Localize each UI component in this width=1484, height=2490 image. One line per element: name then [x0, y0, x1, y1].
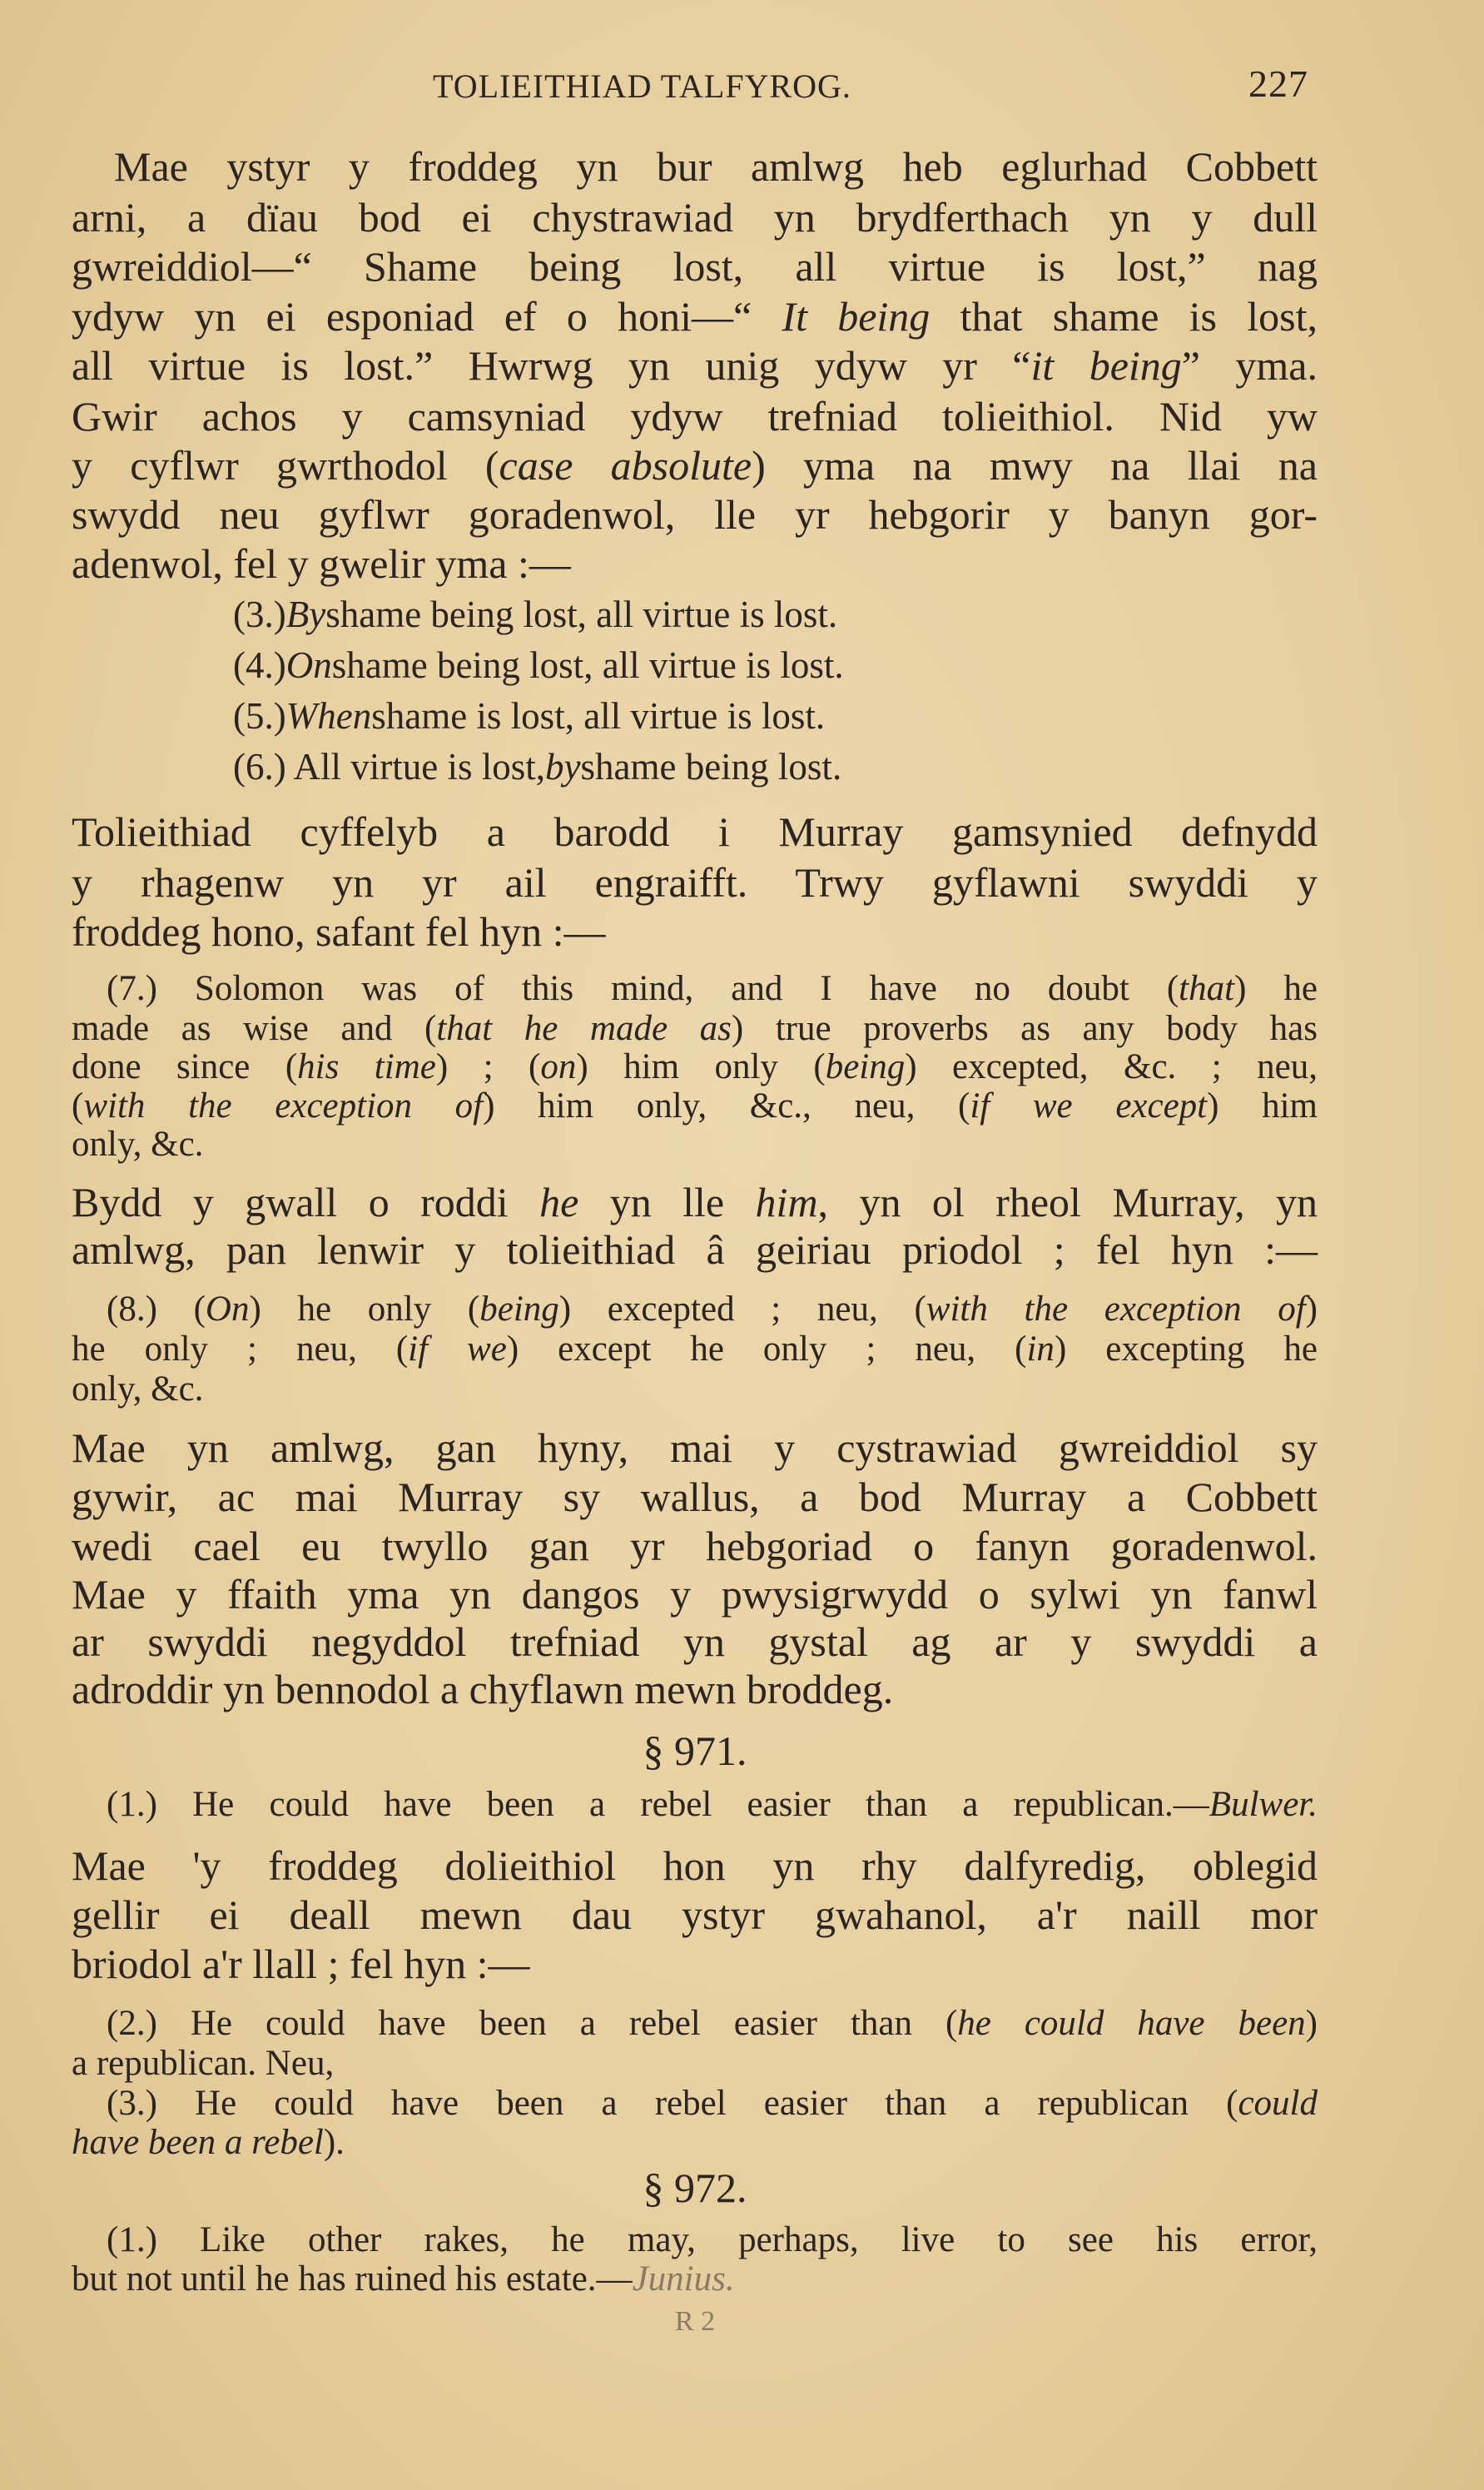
text-line	[72, 192, 1318, 242]
italic-text: by	[545, 746, 581, 788]
text-segment: ) ; (	[435, 1047, 541, 1086]
text-line	[107, 2082, 1318, 2125]
text-line	[72, 907, 606, 957]
text-segment: shame being lost, all virtue is lost.	[331, 644, 844, 686]
text-segment: ) he	[1234, 969, 1318, 1008]
section-heading	[0, 2163, 1390, 2213]
signature-mark	[0, 2304, 1390, 2338]
text-line	[72, 2258, 735, 2301]
text-segment: gellir ei deall mewn dau ystyr gwahanol, a'r naill mor	[72, 1891, 1318, 1938]
text-segment: (1.) He could have been a rebel easier than a republican.—	[107, 1785, 1209, 1824]
text-segment: Mae yn amlwg, gan hyny, mai y cystrawiad gwreiddiol sy	[72, 1424, 1318, 1471]
text-segment: briodol a'r llall ; fel hyn :—	[72, 1941, 530, 1987]
text-segment: ) him only, &c., neu, (	[483, 1086, 970, 1126]
text-segment: ) excepted ; neu, (	[558, 1290, 926, 1329]
section-heading	[0, 1726, 1390, 1776]
text-line	[233, 693, 825, 738]
text-segment: adenwol, fel y gwelir yma :—	[72, 540, 571, 587]
text-segment: done since (	[72, 1047, 298, 1086]
italic-text: that	[1179, 969, 1235, 1008]
italic-text: that he made as	[436, 1009, 732, 1048]
text-segment: Mae y ffaith yma yn dangos y pwysigrwydd o sylwi yn fanwl	[72, 1571, 1318, 1618]
text-segment: (6.) All virtue is lost,	[233, 746, 545, 788]
text-line	[72, 241, 1318, 291]
text-segment: all virtue is lost.” Hwrwg yn unig ydyw yr “	[72, 342, 1031, 389]
text-segment: ) him	[1207, 1086, 1318, 1126]
text-line	[72, 1328, 1318, 1371]
text-line	[72, 1177, 1318, 1227]
text-segment: (4.)	[233, 644, 286, 686]
italic-text: with the exception of	[83, 1086, 484, 1126]
text-segment: gywir, ac mai Murray sy wallus, a bod Murray a Cobbett	[72, 1474, 1318, 1520]
text-segment: only, &c.	[72, 1369, 204, 1409]
italic-text: Junius.	[632, 2259, 735, 2299]
italic-text: in	[1026, 1329, 1055, 1369]
text-line	[107, 1783, 1318, 1826]
text-segment: made as wise and (	[72, 1009, 437, 1048]
text-line	[72, 1617, 1318, 1667]
text-segment: § 971.	[643, 1727, 747, 1774]
text-segment: shame is lost, all virtue is lost.	[371, 695, 826, 737]
text-line	[107, 967, 1318, 1011]
text-line	[72, 1890, 1318, 1940]
italic-text: if we	[408, 1329, 507, 1369]
running-title: TOLIEITHIAD TALFYROG.	[433, 67, 851, 105]
text-segment: that shame is lost,	[930, 293, 1318, 340]
text-line	[72, 539, 571, 589]
text-segment: § 972.	[643, 2164, 747, 2211]
italic-text: By	[285, 594, 326, 635]
text-segment: wedi cael eu twyllo gan yr hebgoriad o fanyn goradenwol.	[72, 1523, 1318, 1569]
text-segment: ydyw yn ei esponiad ef o honi—“	[72, 293, 782, 340]
text-line	[107, 2219, 1318, 2262]
text-segment: (8.) (	[107, 1290, 206, 1329]
text-line	[233, 744, 841, 789]
italic-text: On	[205, 1290, 250, 1329]
text-line	[72, 340, 1318, 390]
page-number: 227	[1248, 62, 1308, 105]
italic-text: It being	[782, 293, 931, 340]
text-segment: Gwir achos y camsyniad ydyw trefniad tolieithiol. Nid yw	[72, 393, 1318, 440]
text-line	[72, 1368, 203, 1411]
italic-text: have been a rebel	[72, 2123, 324, 2162]
italic-text: case absolute	[499, 442, 752, 489]
italic-text: When	[285, 695, 372, 737]
text-segment: only, &c.	[72, 1125, 204, 1164]
text-line	[72, 1939, 530, 1989]
text-segment: ) excepting he	[1054, 1329, 1318, 1369]
italic-text: it being	[1030, 342, 1182, 389]
text-segment: Mae ystyr y froddeg yn bur amlwg heb eglurhad Cobbett	[114, 143, 1318, 190]
italic-text: being	[479, 1290, 559, 1329]
text-segment: swydd neu gyflwr goradenwol, lle yr hebgorir y banyn gor-	[72, 491, 1318, 538]
text-segment: , yn ol rheol Murray, yn	[817, 1179, 1318, 1225]
text-line	[72, 857, 1318, 907]
text-segment: froddeg hono, safant fel hyn :—	[72, 908, 606, 955]
text-segment: amlwg, pan lenwir y tolieithiad â geiriau priodol ; fel hyn :—	[72, 1226, 1318, 1273]
text-line	[107, 1288, 1318, 1331]
text-segment: gwreiddiol—“ Shame being lost, all virtue is lost,” nag	[72, 243, 1318, 290]
text-line	[72, 807, 1318, 857]
text-line	[72, 2042, 334, 2085]
text-segment: (7.) Solomon was of this mind, and I have no doubt (	[107, 969, 1179, 1008]
text-line	[72, 1123, 203, 1166]
text-segment: ) yma na mwy na llai na	[752, 442, 1318, 489]
text-segment: Bydd y gwall o roddi	[72, 1179, 540, 1225]
text-segment: arni, a dïau bod ei chystrawiad yn brydferthach yn y dull	[72, 194, 1318, 241]
text-segment: (1.) Like other rakes, he may, perhaps, live to see his error,	[107, 2220, 1318, 2259]
italic-text: him	[755, 1179, 818, 1225]
text-segment: )	[1305, 2004, 1318, 2043]
italic-text: if we except	[970, 1086, 1208, 1126]
text-segment: (3.) He could have been a rebel easier than a republican (	[107, 2084, 1238, 2123]
text-segment: ).	[323, 2123, 345, 2162]
italic-text: his time	[297, 1047, 436, 1086]
text-segment: he only ; neu, (	[72, 1329, 409, 1369]
italic-text: On	[285, 644, 332, 686]
text-line	[72, 391, 1318, 441]
text-segment: R 2	[674, 2305, 716, 2337]
text-line	[114, 142, 1318, 191]
text-line	[72, 440, 1318, 490]
text-line	[107, 2002, 1318, 2045]
text-segment: shame being lost.	[580, 746, 842, 788]
italic-text: he	[539, 1179, 579, 1225]
text-line	[72, 1472, 1318, 1522]
italic-text: with the exception of	[926, 1290, 1306, 1329]
italic-text: could	[1238, 2084, 1318, 2123]
italic-text: on	[540, 1047, 577, 1086]
text-segment: ar swyddi negyddol trefniad yn gystal ag ar y swyddi a	[72, 1618, 1318, 1665]
text-segment: but not until he has ruined his estate.—	[72, 2259, 633, 2299]
text-segment: ) except he only ; neu, (	[506, 1329, 1027, 1369]
text-line	[72, 1521, 1318, 1571]
text-line	[72, 1225, 1318, 1275]
text-segment: (	[72, 1086, 84, 1126]
italic-text: Bulwer.	[1209, 1785, 1318, 1824]
text-segment: (3.)	[233, 594, 286, 635]
text-segment: y rhagenw yn yr ail engraifft. Trwy gyflawni swyddi y	[72, 859, 1318, 906]
text-segment: yn lle	[578, 1179, 756, 1225]
text-segment: (2.) He could have been a rebel easier than (	[107, 2004, 958, 2043]
text-line	[72, 1841, 1318, 1891]
text-line	[72, 1423, 1318, 1473]
italic-text: being	[825, 1047, 906, 1086]
text-line	[72, 490, 1318, 539]
text-line	[72, 291, 1318, 341]
text-segment: Tolieithiad cyffelyb a barodd i Murray gamsynied defnydd	[72, 808, 1318, 855]
text-segment: ) excepted, &c. ; neu,	[905, 1047, 1318, 1086]
text-line	[72, 2121, 345, 2164]
text-segment: a republican. Neu,	[72, 2044, 335, 2083]
text-line	[233, 592, 837, 637]
text-line	[72, 1007, 1318, 1051]
text-segment: Mae 'y froddeg dolieithiol hon yn rhy dalfyredig, oblegid	[72, 1842, 1318, 1889]
text-line	[72, 1664, 893, 1714]
text-line	[72, 1569, 1318, 1619]
text-line	[72, 1046, 1318, 1089]
text-segment: ) him only (	[576, 1047, 826, 1086]
text-segment: y cyflwr gwrthodol (	[72, 442, 499, 489]
text-segment: ) true proverbs as any body has	[731, 1009, 1318, 1048]
text-segment: adroddir yn bennodol a chyflawn mewn broddeg.	[72, 1666, 894, 1712]
text-line	[233, 643, 844, 688]
text-segment: (5.)	[233, 695, 286, 737]
text-segment: ) he only (	[249, 1290, 480, 1329]
text-segment: shame being lost, all virtue is lost.	[325, 594, 838, 635]
text-segment: ” yma.	[1181, 342, 1318, 389]
text-segment: )	[1305, 1290, 1318, 1329]
italic-text: he could have been	[957, 2004, 1306, 2043]
text-line	[72, 1085, 1318, 1128]
